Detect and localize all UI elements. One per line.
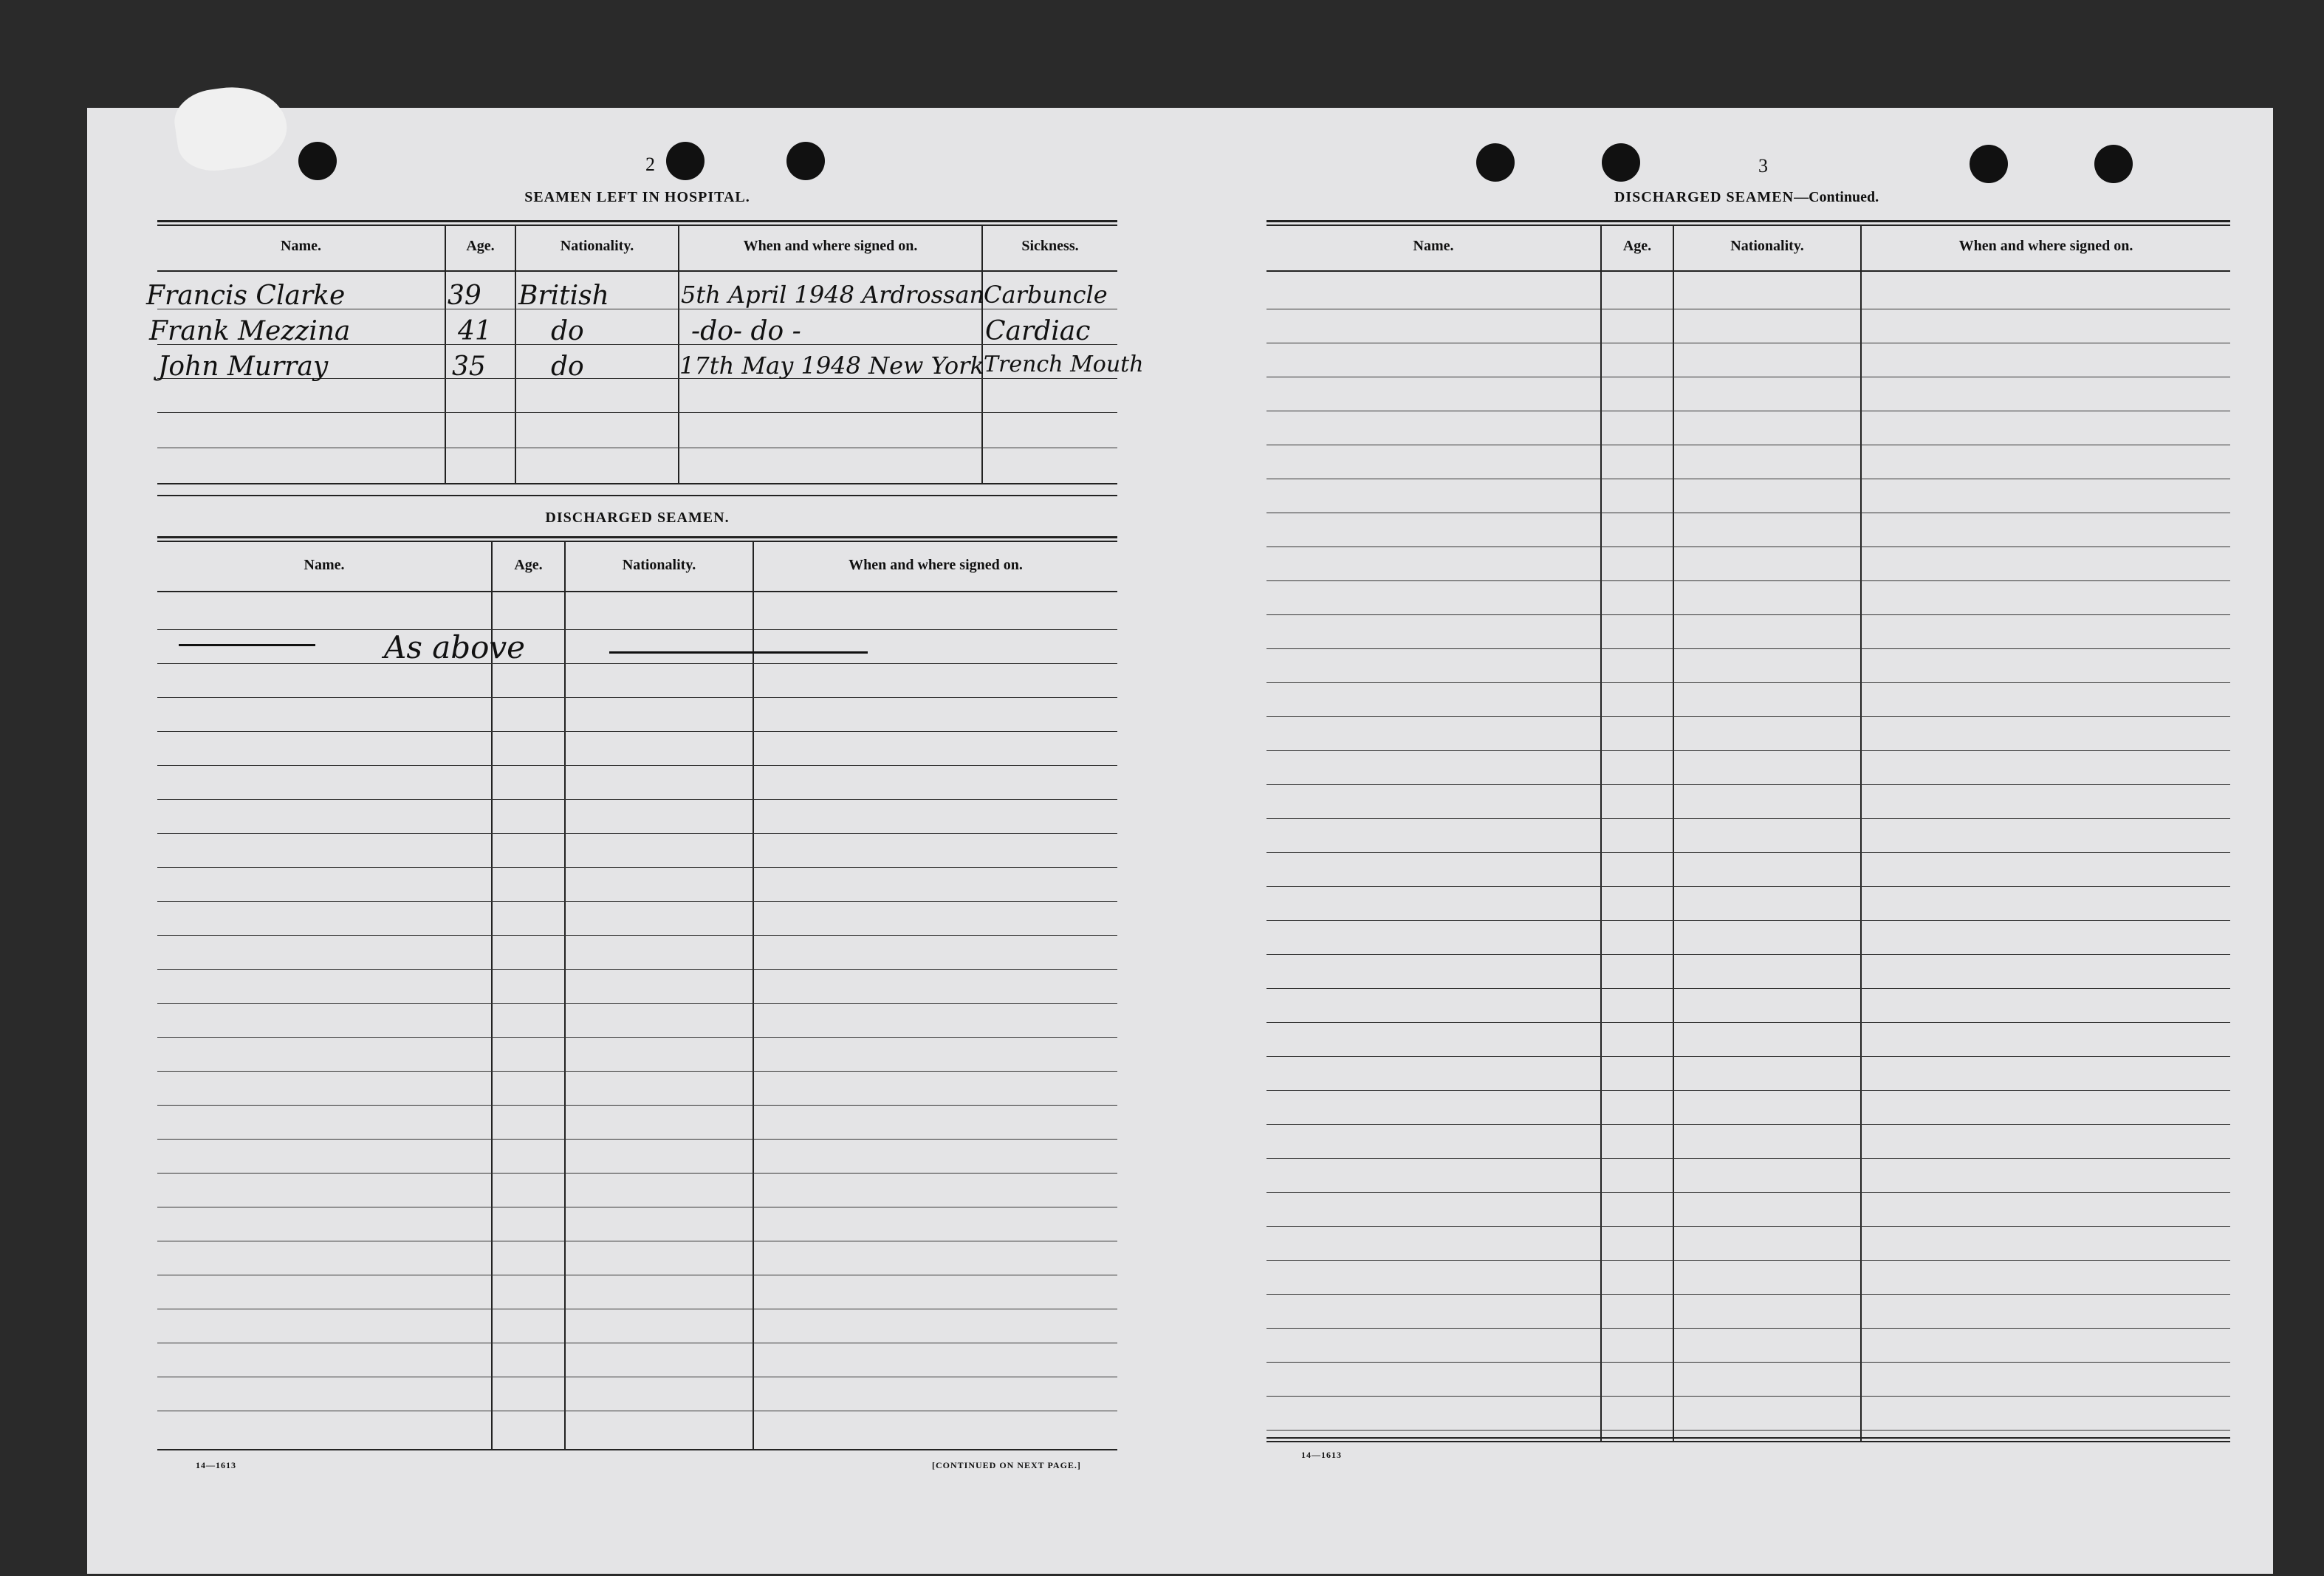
page-number-left: 2 [645, 154, 655, 175]
column-divider [564, 541, 566, 1449]
punch-hole [1602, 143, 1640, 182]
hospital-section-title: SEAMEN LEFT IN HOSPITAL. [524, 189, 750, 205]
row-rule [157, 1071, 1117, 1072]
column-header-age: Age. [514, 557, 543, 573]
column-header-name: Name. [1413, 238, 1454, 254]
row-rule [1266, 818, 2230, 819]
table-row-age: 39 [448, 281, 481, 311]
punch-hole [1476, 143, 1515, 182]
row-rule [1266, 1056, 2230, 1057]
row-rule [157, 765, 1117, 766]
row-rule [1266, 1158, 2230, 1159]
row-rule [1266, 1226, 2230, 1227]
row-rule [1266, 1294, 2230, 1295]
table-row-signed-on: 5th April 1948 Ardrossan [681, 281, 985, 309]
row-rule [157, 731, 1117, 732]
row-rule [157, 833, 1117, 834]
table-row-name: Francis Clarke [146, 281, 346, 311]
punch-hole [298, 142, 337, 180]
discharged-continued-title [1266, 189, 2227, 206]
punch-hole [1970, 145, 2008, 183]
ditto-dash [179, 644, 315, 646]
table-bottom-rule [157, 1449, 1117, 1450]
column-divider [1600, 225, 1602, 1442]
row-rule [1266, 852, 2230, 853]
column-divider [753, 541, 754, 1449]
row-rule [1266, 1362, 2230, 1363]
row-rule [157, 901, 1117, 902]
punch-hole [786, 142, 825, 180]
table-row-nationality: British [518, 281, 609, 311]
column-header-name: Name. [304, 557, 345, 573]
table-row-signed-on: 17th May 1948 New York [679, 352, 984, 380]
table-row-age: 41 [458, 316, 492, 346]
column-divider [491, 541, 493, 1449]
discharged-section-title: DISCHARGED SEAMEN. [545, 510, 730, 526]
column-header-nationality: Nationality. [1730, 238, 1804, 254]
row-rule [1266, 988, 2230, 989]
column-header-sickness: Sickness. [1021, 238, 1079, 254]
table-header-rule [1266, 270, 2230, 272]
table-bottom-rule [157, 483, 1117, 484]
row-rule [157, 1037, 1117, 1038]
as-above-note: As above [384, 629, 526, 665]
table-bottom-rule [1266, 1441, 2230, 1442]
table-row-name: Frank Mezzina [149, 316, 351, 346]
row-rule [1266, 614, 2230, 615]
table-header-rule [157, 591, 1117, 592]
row-rule [1266, 682, 2230, 683]
column-divider [445, 225, 446, 484]
column-header-name: Name. [281, 238, 321, 254]
column-header-signed-on: When and where signed on. [849, 557, 1023, 573]
row-rule [1266, 1124, 2230, 1125]
row-rule [1266, 1022, 2230, 1023]
row-rule [1266, 580, 2230, 581]
row-rule [157, 1105, 1117, 1106]
table-row-name: John Murray [158, 352, 329, 382]
table-top-rule [1266, 225, 2230, 226]
title-main: DISCHARGED SEAMEN [1614, 189, 1795, 205]
row-rule [157, 935, 1117, 936]
section-rule [157, 495, 1117, 496]
row-rule [157, 867, 1117, 868]
row-rule [1266, 1090, 2230, 1091]
row-rule [157, 1173, 1117, 1174]
row-rule [1266, 920, 2230, 921]
column-header-nationality: Nationality. [622, 557, 696, 573]
column-divider [1673, 225, 1674, 1442]
punch-hole [666, 142, 705, 180]
column-header-age: Age. [466, 238, 495, 254]
row-rule [1266, 1328, 2230, 1329]
table-row-nationality: do [551, 316, 584, 346]
row-rule [157, 1003, 1117, 1004]
column-header-signed-on: When and where signed on. [743, 238, 918, 254]
column-header-age: Age. [1622, 238, 1652, 254]
table-top-rule [1266, 220, 2230, 222]
table-top-rule [157, 225, 1117, 226]
row-rule [1266, 1192, 2230, 1193]
column-divider [1860, 225, 1862, 1442]
table-top-rule [157, 220, 1117, 222]
document-sheet [87, 108, 2273, 1574]
table-top-rule [157, 536, 1117, 538]
row-rule [1266, 954, 2230, 955]
row-rule [1266, 1430, 2230, 1431]
row-rule [157, 663, 1117, 664]
column-divider [515, 225, 516, 484]
row-rule [1266, 716, 2230, 717]
form-number-right: 14—1613 [1301, 1450, 1342, 1460]
row-rule [157, 799, 1117, 800]
punch-hole [2094, 145, 2133, 183]
table-row-signed-on: -do- do - [691, 316, 801, 346]
table-bottom-rule [1266, 1437, 2230, 1439]
row-rule [1266, 750, 2230, 751]
row-rule [157, 697, 1117, 698]
ditto-dash [609, 651, 868, 654]
title-continued: —Continued. [1794, 189, 1879, 205]
page-number-right: 3 [1758, 155, 1768, 177]
column-header-signed-on: When and where signed on. [1958, 238, 2133, 254]
table-row-sickness: Cardiac [985, 316, 1091, 346]
table-row-age: 35 [452, 352, 486, 382]
continued-note: [CONTINUED ON NEXT PAGE.] [932, 1460, 1081, 1470]
table-row-sickness: Carbuncle [984, 281, 1108, 309]
row-rule [1266, 886, 2230, 887]
row-rule [157, 969, 1117, 970]
row-rule [157, 412, 1117, 413]
row-rule [1266, 1396, 2230, 1397]
row-rule [157, 1139, 1117, 1140]
row-rule [1266, 784, 2230, 785]
row-rule [1266, 1260, 2230, 1261]
form-number-left: 14—1613 [196, 1460, 236, 1470]
row-rule [157, 629, 1117, 630]
table-row-nationality: do [551, 352, 584, 382]
table-header-rule [157, 270, 1117, 272]
column-header-nationality: Nationality. [560, 238, 634, 254]
row-rule [1266, 648, 2230, 649]
table-top-rule [157, 541, 1117, 542]
table-row-sickness: Trench Mouth [984, 352, 1144, 377]
